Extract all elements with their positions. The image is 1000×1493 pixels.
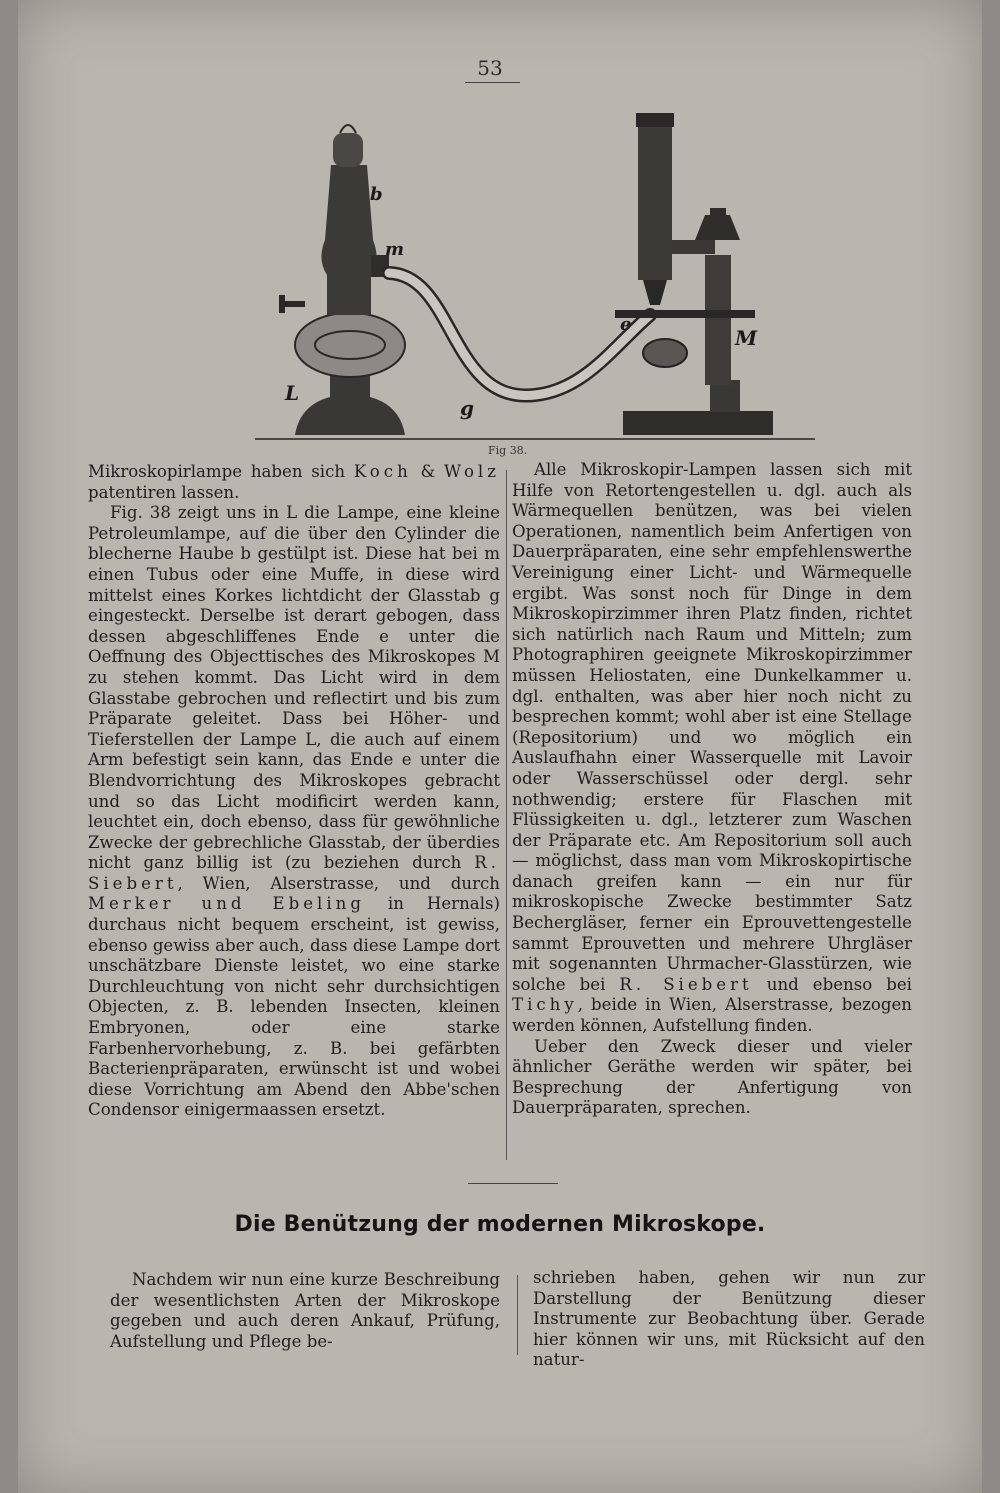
- figure-label-g: g: [460, 396, 474, 420]
- text-run: &: [411, 462, 445, 481]
- lamp-hood: [321, 165, 376, 315]
- figure-label-M: M: [735, 326, 758, 350]
- column-divider: [506, 470, 507, 1160]
- text-run: , Wien, Alserstrasse, und durch: [177, 873, 500, 893]
- figure-label-m: m: [385, 239, 405, 260]
- microscope-tube: [638, 120, 672, 280]
- left-paragraph-2: [88, 503, 500, 1121]
- microscope-stage: [615, 310, 755, 318]
- text-run: Alle Mikroskopir-Lampen lassen sich mit Hilfe von Retortengestellen u. dgl. auch als Wärmequellen benützen, was bei vielen Operationen, namentlich beim Anfertigen von Dauerpräparaten, eine sehr empfehlenswerthe Vereinigung einer Licht- und Wärmequelle ergibt. Was sonst noch für Dinge in dem Mikroskopirzimmer ihren Platz finden, richtet sich natürlich nach Raum und Mitteln; zum Photographiren geeignete Mikroskopirzimmer müssen Heliostaten, eine Dunkelkammer u. dgl. enthalten, was aber hier noch nicht zu besprechen kommt; wohl aber ist eine Stellage (Repositorium) und wo möglich ein Auslaufhahn einer Wasserquelle mit Lavoir oder Wasserschüssel oder dergl. sehr nothwendig; erstere für Flaschen mit Flüssigkeiten u. dgl., letzterer zum Waschen der Präparate etc. Am Repositorium soll auch — möglichst, dass man vom Mikroskopirtische danach greifen kann — ein nur für mikroskopische Zwecke bestimmter Satz Bechergläser, ferner ein Eprouvettengestelle sammt Eprouvetten und mehrere Uhrgläser mit sogenannten Uhrmacher-Glasstürzen, wie solche bei: [512, 460, 912, 994]
- text-run: in Hernals) durchaus nicht bequem erscheint, ist gewiss, ebenso gewiss aber auch, dass diese Lampe dort unschätzbare Dienste leistet, wo eine starke Durchleuchtung von nicht sehr durchsichtigen Objecten, z. B. lebenden Insecten, kleinen Embryonen, oder eine starke Farbenhervorhebung, z. B. bei gefärbten Bacterienpräparaten, erwünscht ist und wobei diese Vorrichtung am Abend den Abbe'schen Condensor einigermaassen ersetzt.: [88, 894, 500, 1120]
- text-run: und ebenso bei: [752, 974, 912, 994]
- section-heading: Die Benützung der modernen Mikroskope.: [234, 1212, 766, 1237]
- figure-label-b: b: [370, 184, 383, 205]
- text-run: patentiren lassen.: [88, 482, 240, 502]
- text-run: Mikroskopirlampe haben sich: [88, 462, 354, 481]
- figure-label-L: L: [285, 381, 300, 405]
- microscope-pillar: [705, 255, 731, 385]
- microscope-objective: [643, 280, 667, 305]
- microscope-fine-adjust: [695, 215, 740, 240]
- bottom-right-paragraph: schrieben haben, gehen wir nun zur Darstellung der Benützung dieser Instrumente zur Beobachtung über. Gerade hier können wir uns, mit Rücksicht auf den natur-: [533, 1268, 925, 1370]
- figure-caption: Fig 38.: [488, 444, 528, 457]
- name-siebert: R. Siebert: [88, 853, 500, 893]
- lamp-chimney-top: [333, 133, 363, 167]
- bottom-left-paragraph: Nachdem wir nun eine kurze Beschreibung der wesentlichsten Arten der Mikroskope gegeben und auch deren Ankauf, Prüfung, Aufstellung und Pflege be-: [110, 1270, 500, 1351]
- right-paragraph-2: Ueber den Zweck dieser und vieler ähnlicher Geräthe werden wir später, bei Besprechung der Anfertigung von Dauerpräparaten, sprechen.: [512, 1036, 912, 1118]
- lamp-reservoir: [295, 313, 405, 377]
- left-column: [88, 462, 500, 1121]
- name-tichy: Tichy: [512, 995, 578, 1015]
- figure-lamp-microscope: [255, 105, 815, 445]
- lamp-knob: [283, 301, 305, 307]
- left-paragraph-1: [88, 462, 500, 503]
- name-siebert: R. Siebert: [619, 974, 753, 994]
- microscope-mirror: [643, 339, 687, 367]
- right-paragraph-1: [512, 460, 912, 1037]
- bottom-right-column: [533, 1268, 925, 1371]
- page-number: 53: [477, 56, 503, 80]
- text-run: , beide in Wien, Alserstrasse, bezogen werden können, Aufstellung finden.: [512, 995, 912, 1036]
- page-number-rule: [465, 82, 520, 83]
- name-wolz: Wolz: [444, 462, 500, 481]
- lamp-base: [295, 375, 405, 435]
- name-koch: Koch: [353, 462, 412, 481]
- section-rule: [468, 1183, 558, 1184]
- bottom-left-column: [110, 1270, 500, 1352]
- figure-label-e: e: [620, 314, 632, 335]
- bottom-column-divider: [517, 1275, 518, 1355]
- microscope-base: [623, 411, 773, 435]
- name-merker-ebeling: Merker und Ebeling: [88, 894, 365, 914]
- text-run: Fig. 38 zeigt uns in L die Lampe, eine kleine Petroleumlampe, auf die über den Cylinder die blecherne Haube b gestülpt ist. Diese hat bei m einen Tubus oder eine Muffe, in diese wird mittelst eines Korkes lichtdicht der Glasstab g eingesteckt. Derselbe ist derart gebogen, dass dessen abgeschliffenes Ende e unter die Oeffnung des Objecttisches des Mikroskopes M zu stehen kommt. Das Licht wird in dem Glasstabe gebrochen und reflectirt und bis zum Präparate geleitet. Dass bei Höher- und Tieferstellen der Lampe L, die auch auf einem Arm befestigt sein kann, das Ende e unter die Blendvorrichtung des Mikroskopes gebracht und so das Licht modificirt werden kann, leuchtet ein, doch ebenso, dass für gewöhnliche Zwecke der gebrechliche Glasstab, der überdies nicht ganz billig ist (zu beziehen durch: [88, 503, 500, 873]
- right-column: [512, 460, 912, 1119]
